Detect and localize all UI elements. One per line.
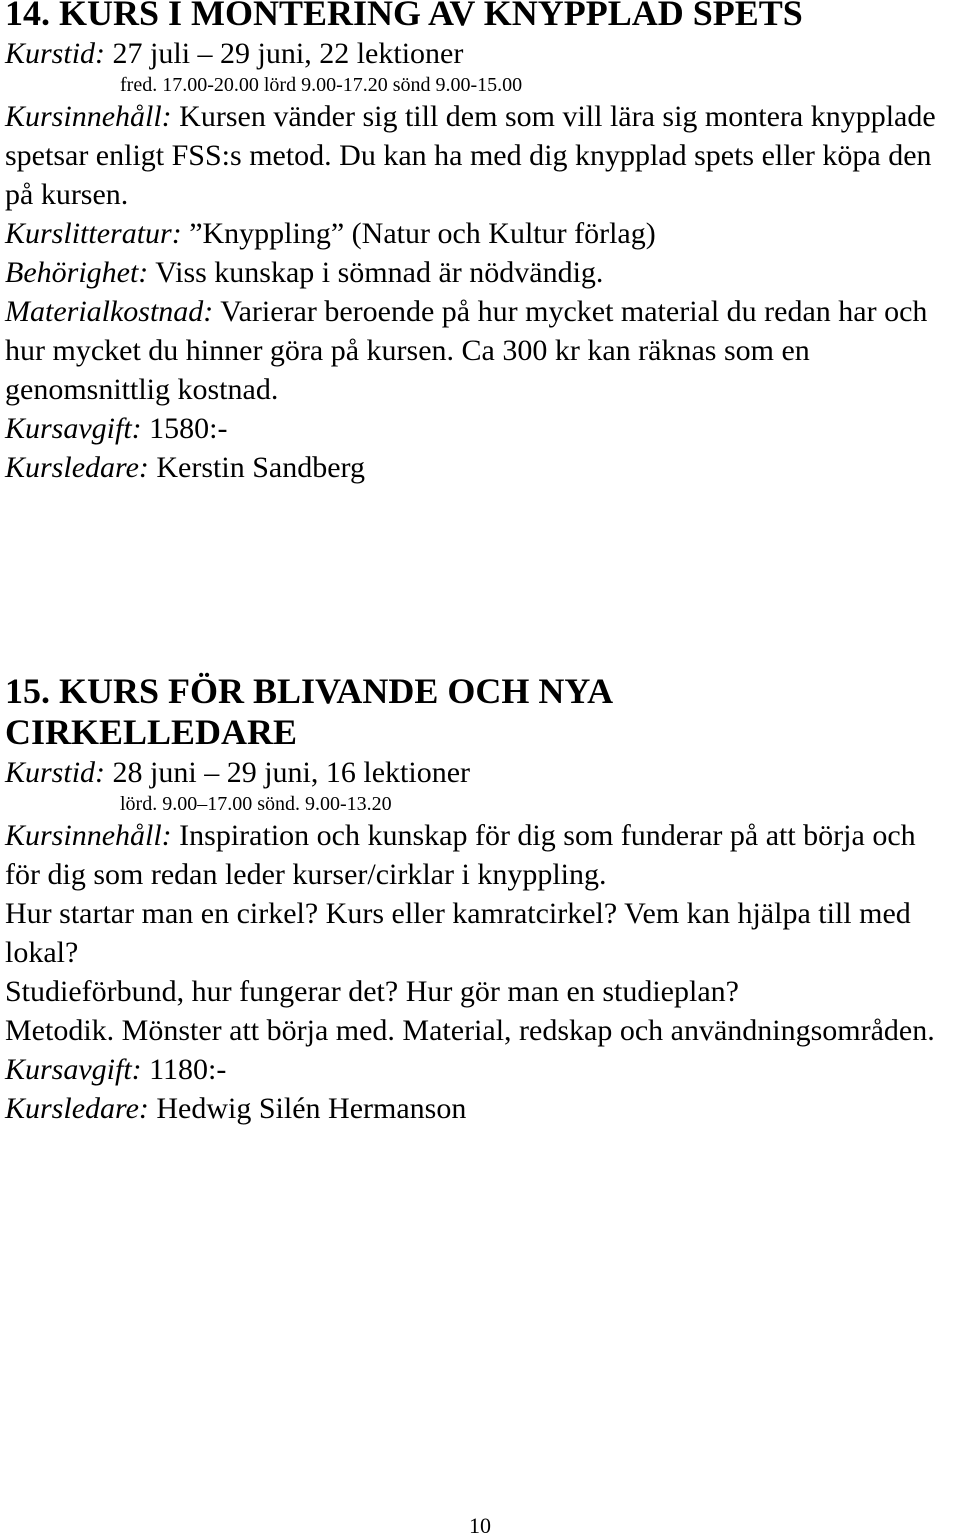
course-15-questions-3: Metodik. Mönster att börja med. Material, redskap och användningsområden. — [5, 1014, 935, 1047]
course-15-title-line-2: CIRKELLEDARE — [5, 712, 298, 752]
course-15-schedule: lörd. 9.00–17.00 sönd. 9.00-13.20 — [120, 793, 392, 815]
course-14-title: 14. KURS I MONTERING AV KNYPPLAD SPETS — [5, 0, 803, 33]
kurstid-label: Kurstid: — [5, 756, 106, 789]
course-15-kursavgift — [5, 1050, 957, 1089]
kurstid-value: 28 juni – 29 juni, 16 lektioner — [105, 756, 470, 789]
kurslitteratur-value: ”Knyppling” (Natur och Kultur förlag) — [181, 217, 656, 250]
kursavgift-value: 1180:- — [141, 1053, 227, 1086]
kursledare-label: Kursledare: — [5, 1092, 149, 1125]
kursinnehall-value: Kursen vänder sig till dem som vill lära sig montera knypplade spetsar enligt FSS:s metod. Du kan ha med dig knypplad spets eller köpa den på kursen. — [5, 100, 936, 211]
course-15-kursledare — [5, 1089, 957, 1128]
course-14-section — [5, 0, 957, 487]
kursavgift-label: Kursavgift: — [5, 1053, 142, 1086]
course-14-materialkostnad — [5, 292, 957, 409]
course-15-section — [5, 671, 957, 1128]
course-15-questions-1: Hur startar man en cirkel? Kurs eller kamratcirkel? Vem kan hjälpa till med lokal? — [5, 897, 911, 969]
course-14-kursinnehall — [5, 97, 957, 214]
kursavgift-label: Kursavgift: — [5, 412, 142, 445]
kursinnehall-value: Inspiration och kunskap för dig som funderar på att börja och för dig som redan leder kurser/cirklar i knyppling. — [5, 819, 916, 891]
course-15-kursinnehall — [5, 816, 957, 894]
course-14-kursavgift — [5, 409, 957, 448]
materialkostnad-value: Varierar beroende på hur mycket material du redan har och hur mycket du hinner göra på kursen. Ca 300 kr kan räknas som en genomsnittlig kostnad. — [5, 295, 928, 406]
behorighet-label: Behörighet: — [5, 256, 149, 289]
kursledare-label: Kursledare: — [5, 451, 149, 484]
behorighet-value: Viss kunskap i sömnad är nödvändig. — [148, 256, 604, 289]
course-15-questions-2: Studieförbund, hur fungerar det? Hur gör man en studieplan? — [5, 975, 739, 1008]
kursinnehall-label: Kursinnehåll: — [5, 100, 172, 133]
page-number: 10 — [469, 1513, 491, 1538]
kursledare-value: Hedwig Silén Hermanson — [148, 1092, 467, 1125]
kursinnehall-label: Kursinnehåll: — [5, 819, 172, 852]
course-14-kursledare — [5, 448, 957, 487]
course-15-title-line-1: 15. KURS FÖR BLIVANDE OCH NYA — [5, 671, 614, 711]
course-14-kurslitteratur — [5, 214, 957, 253]
materialkostnad-label: Materialkostnad: — [5, 295, 214, 328]
course-14-behorighet — [5, 253, 957, 292]
kursledare-value: Kerstin Sandberg — [148, 451, 365, 484]
kurstid-label: Kurstid: — [5, 37, 106, 70]
kurstid-value: 27 juli – 29 juni, 22 lektioner — [105, 37, 464, 70]
kurslitteratur-label: Kurslitteratur: — [5, 217, 182, 250]
course-15-kurstid — [5, 753, 957, 792]
course-14-kurstid — [5, 34, 957, 73]
course-15-title — [5, 671, 957, 753]
kursavgift-value: 1580:- — [141, 412, 228, 445]
course-14-schedule: fred. 17.00-20.00 lörd 9.00-17.20 sönd 9.00-15.00 — [120, 74, 523, 96]
